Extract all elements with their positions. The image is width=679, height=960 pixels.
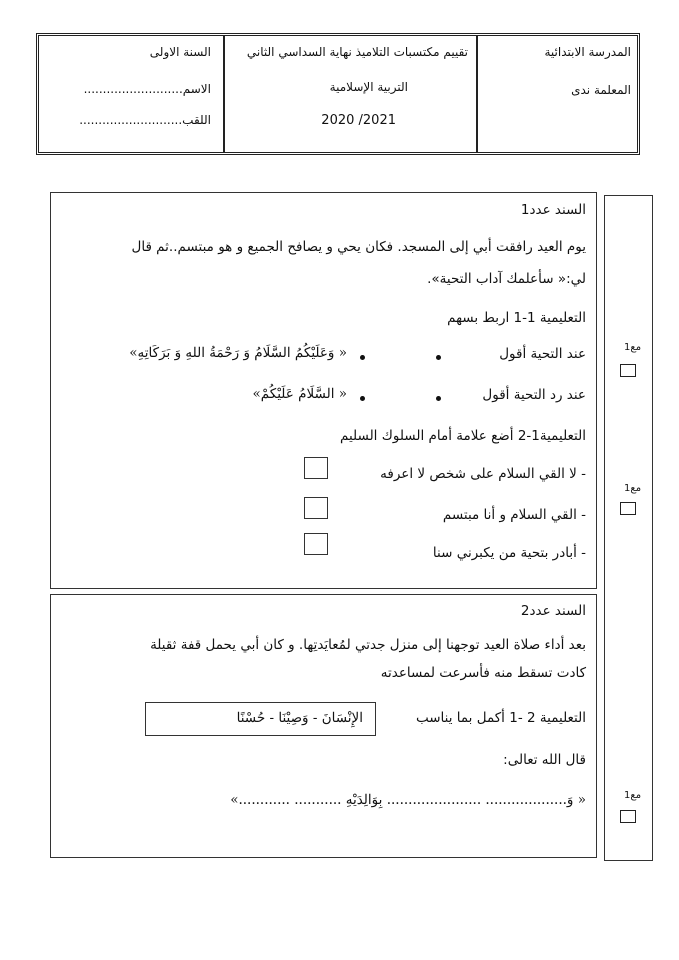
match-left-greeting: عند التحية أقول: [499, 346, 586, 362]
teacher-name: المعلمة ندى: [571, 83, 631, 97]
verse-fill-blank[interactable]: « وَ................... ...................... بِوَالِدَيْهِ ........... ............»: [230, 792, 586, 808]
sanad-2-text-line-1: بعد أداء صلاة العيد توجهنا إلى منزل جدتي لمُعايَدتِها. و كان أبي يحمل قفة ثقيلة: [150, 637, 586, 653]
match-dot-right-1[interactable]: [360, 355, 365, 360]
instruction-1-2: التعليمية1-2 أضع علامة أمام السلوك السليم: [340, 428, 586, 444]
subject: التربية الإسلامية: [329, 80, 408, 94]
name-field[interactable]: الاسم..........................: [83, 82, 211, 96]
match-right-full-reply: « وَعَلَيْكُمُ السَّلَامُ وَ رَحْمَةُ اللهِ وَ بَرَكَاتِهِ»: [129, 345, 347, 361]
sanad-1-title: السند عدد1: [520, 202, 586, 218]
match-left-reply: عند رد التحية أقول: [482, 387, 586, 403]
sanad-2-title: السند عدد2: [520, 603, 586, 619]
sanad-2-text-line-2: كادت تسقط منه فأسرعت لمساعدته: [380, 665, 586, 681]
surname-field[interactable]: اللقب...........................: [79, 113, 211, 127]
school-name: المدرسة الابتدائية: [544, 45, 631, 59]
instruction-2-1: التعليمية 2 -1 أكمل بما يناسب: [415, 710, 586, 726]
criterion-label-2: مع1: [624, 483, 642, 494]
score-box-3[interactable]: [620, 810, 636, 823]
mark-column: [604, 195, 653, 861]
school-year: 2021/ 2020: [321, 113, 396, 128]
sanad-1-text-line-1: يوم العيد رافقت أبي إلى المسجد. فكان يحي و يصافح الجميع و هو مبتسم..ثم قال: [131, 239, 586, 255]
behavior-2-checkbox[interactable]: [304, 497, 328, 519]
exam-title: تقييم مكتسبات التلاميذ نهاية السداسي الثاني: [246, 45, 468, 59]
criterion-label-3: مع1: [624, 790, 642, 801]
header-school-column: [476, 36, 637, 152]
match-dot-left-2[interactable]: [436, 396, 441, 401]
score-box-2[interactable]: [620, 502, 636, 515]
verse-intro: قال الله تعالى:: [503, 752, 586, 768]
criterion-label-1: مع1: [624, 342, 642, 353]
header-student-column: [39, 36, 225, 152]
score-box-1[interactable]: [620, 364, 636, 377]
grade: السنة الاولى: [149, 45, 211, 59]
match-dot-left-1[interactable]: [436, 355, 441, 360]
match-right-salam: « السَّلَامُ عَلَيْكُمْ»: [252, 386, 347, 402]
instruction-1-1: التعليمية 1-1 اربط بسهم: [447, 310, 586, 326]
header-exam-column: [223, 36, 478, 152]
behavior-1: - لا القي السلام على شخص لا اعرفه: [380, 466, 586, 482]
header-box: [36, 33, 640, 155]
word-bank-box: [145, 702, 376, 736]
behavior-3-checkbox[interactable]: [304, 533, 328, 555]
behavior-3: - أبادر بتحية من يكبرني سنا: [432, 545, 586, 561]
behavior-1-checkbox[interactable]: [304, 457, 328, 479]
word-bank: الإِنْسَانَ - وَصِيْنَا - حُسْنًا: [236, 710, 363, 726]
match-dot-right-2[interactable]: [360, 396, 365, 401]
behavior-2: - القي السلام و أنا مبتسم: [442, 507, 586, 523]
sanad-1-text-line-2: لي:« سأعلمك آداب التحية».: [427, 271, 586, 287]
